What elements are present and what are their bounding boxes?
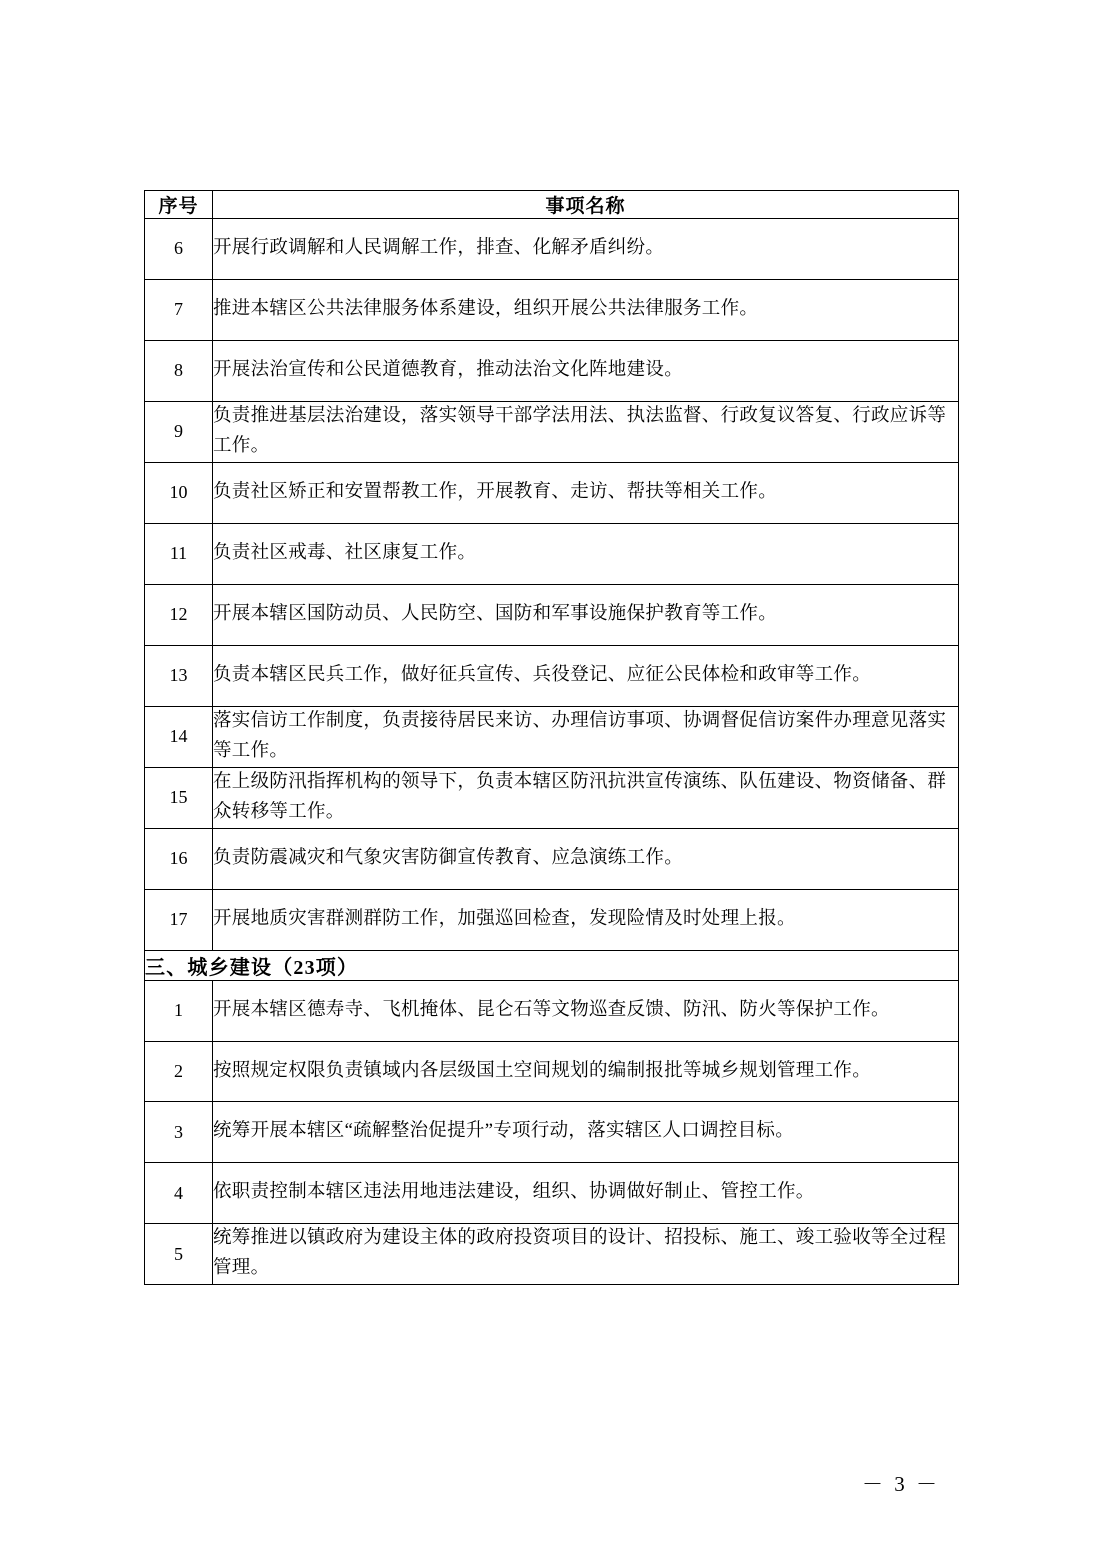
table-row <box>145 1041 959 1102</box>
row-number: 1 <box>145 980 213 1041</box>
table-row <box>145 1102 959 1163</box>
page-footer <box>0 1468 1102 1498</box>
row-item-text: 统筹推进以镇政府为建设主体的政府投资项目的设计、招投标、施工、竣工验收等全过程管理。 <box>213 1224 959 1285</box>
table-row <box>145 523 959 584</box>
row-number: 9 <box>145 401 213 462</box>
row-item-text: 负责社区戒毒、社区康复工作。 <box>213 523 959 584</box>
row-number: 3 <box>145 1102 213 1163</box>
row-number: 14 <box>145 706 213 767</box>
section-title: 三、城乡建设（23项） <box>145 950 959 980</box>
table-row <box>145 1224 959 1285</box>
table-row <box>145 584 959 645</box>
column-header-number: 序号 <box>145 191 213 219</box>
row-item-text: 推进本辖区公共法律服务体系建设，组织开展公共法律服务工作。 <box>213 279 959 340</box>
row-number: 8 <box>145 340 213 401</box>
row-item-text: 落实信访工作制度，负责接待居民来访、办理信访事项、协调督促信访案件办理意见落实等工作。 <box>213 706 959 767</box>
row-item-text: 按照规定权限负责镇域内各层级国土空间规划的编制报批等城乡规划管理工作。 <box>213 1041 959 1102</box>
table-row <box>145 767 959 828</box>
duties-table <box>144 190 959 1285</box>
table-row <box>145 219 959 280</box>
table-row <box>145 645 959 706</box>
row-item-text: 开展地质灾害群测群防工作，加强巡回检查，发现险情及时处理上报。 <box>213 889 959 950</box>
row-number: 12 <box>145 584 213 645</box>
table-header-row <box>145 191 959 219</box>
row-item-text: 开展行政调解和人民调解工作，排查、化解矛盾纠纷。 <box>213 219 959 280</box>
table-row <box>145 1163 959 1224</box>
row-item-text: 负责推进基层法治建设，落实领导干部学法用法、执法监督、行政复议答复、行政应诉等工作。 <box>213 401 959 462</box>
row-number: 13 <box>145 645 213 706</box>
table-row <box>145 889 959 950</box>
row-number: 4 <box>145 1163 213 1224</box>
row-item-text: 开展法治宣传和公民道德教育，推动法治文化阵地建设。 <box>213 340 959 401</box>
row-item-text: 在上级防汛指挥机构的领导下，负责本辖区防汛抗洪宣传演练、队伍建设、物资储备、群众转移等工作。 <box>213 767 959 828</box>
row-number: 17 <box>145 889 213 950</box>
row-number: 11 <box>145 523 213 584</box>
table-row <box>145 340 959 401</box>
row-item-text: 开展本辖区国防动员、人民防空、国防和军事设施保护教育等工作。 <box>213 584 959 645</box>
table-row <box>145 706 959 767</box>
row-item-text: 负责本辖区民兵工作，做好征兵宣传、兵役登记、应征公民体检和政审等工作。 <box>213 645 959 706</box>
row-item-text: 统筹开展本辖区“疏解整治促提升”专项行动，落实辖区人口调控目标。 <box>213 1102 959 1163</box>
row-item-text: 负责社区矫正和安置帮教工作，开展教育、走访、帮扶等相关工作。 <box>213 462 959 523</box>
row-number: 2 <box>145 1041 213 1102</box>
row-item-text: 依职责控制本辖区违法用地违法建设，组织、协调做好制止、管控工作。 <box>213 1163 959 1224</box>
row-number: 5 <box>145 1224 213 1285</box>
row-number: 16 <box>145 828 213 889</box>
table-row <box>145 462 959 523</box>
row-number: 15 <box>145 767 213 828</box>
column-header-item: 事项名称 <box>213 191 959 219</box>
row-item-text: 开展本辖区德寿寺、飞机掩体、昆仑石等文物巡查反馈、防汛、防火等保护工作。 <box>213 980 959 1041</box>
table-row <box>145 401 959 462</box>
section-header-row <box>145 950 959 980</box>
page-number: － 3 － <box>862 1472 940 1496</box>
table-row <box>145 828 959 889</box>
table-row <box>145 279 959 340</box>
row-number: 6 <box>145 219 213 280</box>
row-item-text: 负责防震减灾和气象灾害防御宣传教育、应急演练工作。 <box>213 828 959 889</box>
table-row <box>145 980 959 1041</box>
row-number: 10 <box>145 462 213 523</box>
row-number: 7 <box>145 279 213 340</box>
